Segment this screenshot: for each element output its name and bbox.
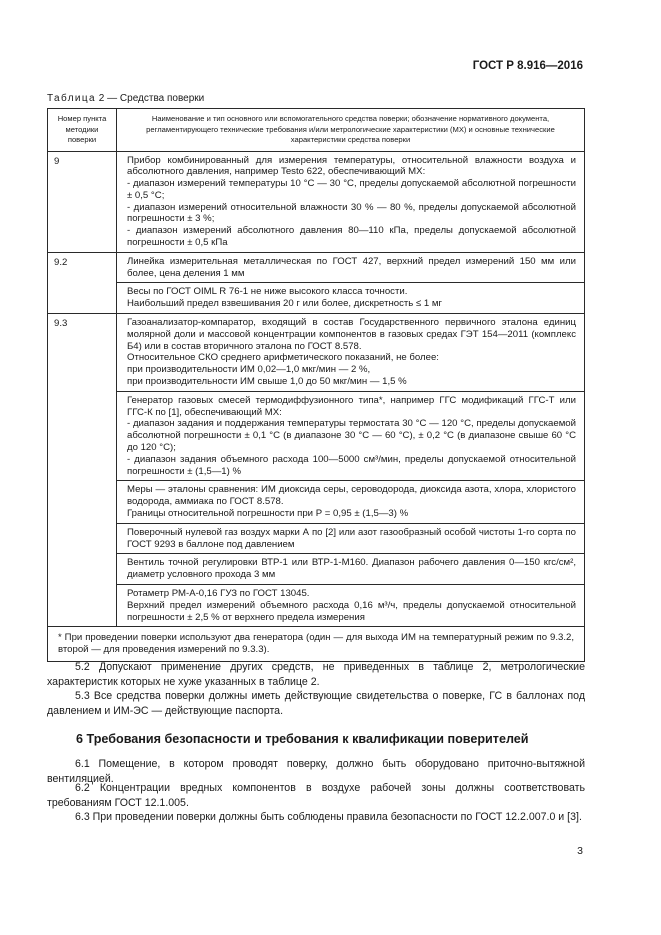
table-caption-label: Таблица [47, 93, 97, 104]
tool-description [117, 481, 585, 523]
tool-description [117, 151, 585, 252]
section-title: 6 Требования безопасности и требования к квалификации поверителей [76, 732, 529, 746]
tool-line: Границы относительной погрешности при Р = 0,95 ± (1,5—3) % [127, 508, 409, 520]
tool-description [117, 523, 585, 554]
paragraph-6-2: 6.2 Концентрации вредных компонентов в воздухе рабочей зоны должны соответствовать требованиям ГОСТ 12.1.005. [47, 782, 585, 809]
table-header-row [48, 109, 585, 152]
tool-line: - диапазон измерений температуры 10 °С — 30 °С, пределы допускаемой абсолютной погрешности ± 0,5 °С; [127, 178, 576, 201]
tool-line: - диапазон задания и поддержания температуры термостата 30 °С — 120 °С, пределы допускаемой абсолютной погрешности ± 0,1 °С (в диапазоне 30 °С — 60 °С), ± 0,2 °С (в диапазоне свыше 60 °С до 120 °С); [127, 418, 576, 454]
table-row [48, 151, 585, 252]
item-number: 9.3 [48, 314, 117, 627]
table-row [48, 391, 585, 481]
tool-line: Верхний предел измерений объемного расхода 0,16 м³/ч, пределы допускаемой относительной погрешности ± 2,5 % от верхнего предела измерения [127, 599, 576, 623]
table-row [48, 283, 585, 314]
tool-line: Генератор газовых смесей термодиффузионного типа*, например ГГС модификаций ГГС-Т или ГГС-К по [1], обеспечивающий МХ: [127, 394, 576, 418]
header-method-item: Номер пункта методики поверки [48, 109, 117, 152]
header-tool-description: Наименование и тип основного или вспомогательного средства поверки; обозначение нормативного документа, регламентирующего технические требования и/или метрологические характеристики (МХ) и основные технические характеристики средства поверки [117, 109, 585, 152]
tool-line: Поверочный нулевой газ воздух марки А по [2] или азот газообразный особой чистоты 1-го сорта по ГОСТ 9293 в баллоне под давлением [127, 526, 576, 550]
table-row [48, 252, 585, 283]
page-number: 3 [577, 845, 583, 857]
tool-line: Меры — эталоны сравнения: ИМ диоксида серы, сероводорода, диоксида азота, хлора, хлористого водорода, аммиака по ГОСТ 8.578. [127, 484, 576, 508]
table-footnote-row [48, 627, 585, 662]
tool-line: Относительное СКО среднего арифметического показаний, не более: [127, 352, 439, 364]
tool-line: при производительности ИМ 0,02—1,0 мкг/мин — 2 %, [127, 364, 371, 376]
tool-line: Наибольший предел взвешивания 20 г или более, дискретность ≤ 1 мг [127, 298, 442, 310]
table-row [48, 585, 585, 627]
tool-line: - диапазон измерений абсолютного давления 80—110 кПа, пределы допускаемой абсолютной погрешности ± 0,5 кПа [127, 225, 576, 249]
table-row [48, 481, 585, 523]
item-number: 9 [48, 151, 117, 252]
table-caption-text: 2 — Средства поверки [98, 93, 205, 104]
paragraph-6-1: 6.1 Помещение, в котором проводят поверку, должно быть оборудовано приточно-вытяжной вентиляцией. [47, 758, 585, 785]
tool-description [117, 314, 585, 392]
tool-description [117, 252, 585, 283]
table-row [48, 554, 585, 585]
paragraph-6-3: 6.3 При проведении поверки должны быть соблюдены правила безопасности по ГОСТ 12.2.007.0 и [3]. [75, 811, 582, 823]
tool-description [117, 554, 585, 585]
tool-line: - диапазон задания объемного расхода 100—5000 см³/мин, пределы допускаемой относительной погрешности ± (1,5—1) % [127, 453, 576, 477]
tool-line: Вентиль точной регулировки ВТР-1 или ВТР-1-М160. Диапазон рабочего давления 0—150 кгс/см², диаметр условного прохода 3 мм [127, 557, 576, 581]
table-footnote: * При проведении поверки используют два генератора (один — для выхода ИМ на температурный режим по 9.3.2, второй — для проведения измерений по 9.3.3). [48, 627, 585, 662]
tool-line: при производительности ИМ свыше 1,0 до 50 мкг/мин — 1,5 % [127, 376, 407, 388]
item-number: 9.2 [48, 252, 117, 313]
tool-line: Газоанализатор-компаратор, входящий в состав Государственного первичного эталона единиц молярной доли и массовой концентрации компонентов в газовых средах ГЭТ 154—2011 (комплекс Б4) или в состав вторичного эталона по ГОСТ 8.578. [127, 317, 576, 352]
table-row [48, 314, 585, 392]
tool-line: Ротаметр РМ-А-0,16 ГУЗ по ГОСТ 13045. [127, 588, 310, 599]
table-row [48, 523, 585, 554]
paragraph-5-2: 5.2 Допускают применение других средств, не приведенных в таблице 2, метрологические характеристик которых не хуже указанных в таблице 2. [47, 661, 585, 688]
tool-description [117, 283, 585, 314]
tool-line: Линейка измерительная металлическая по ГОСТ 427, верхний предел измерений 150 мм или более, цена деления 1 мм [127, 255, 576, 279]
tool-line: Прибор комбинированный для измерения температуры, относительной влажности воздуха и абсолютного давления, например Testo 622, обеспечивающий МХ: [127, 154, 576, 178]
tool-description [117, 391, 585, 481]
tool-line: Весы по ГОСТ OIML R 76-1 не ниже высокого класса точности. [127, 286, 408, 298]
tool-description [117, 585, 585, 627]
document-code: ГОСТ Р 8.916—2016 [472, 60, 583, 72]
verification-tools-table [47, 108, 585, 662]
table-caption [47, 93, 204, 104]
paragraph-5-3: 5.3 Все средства поверки должны иметь действующие свидетельства о поверке, ГС в баллонах под давлением и ИМ-ЭС — действующие паспорта. [47, 690, 585, 717]
tool-line: - диапазон измерений относительной влажности 30 % — 80 %, пределы допускаемой абсолютной погрешности ± 3 %; [127, 201, 576, 225]
